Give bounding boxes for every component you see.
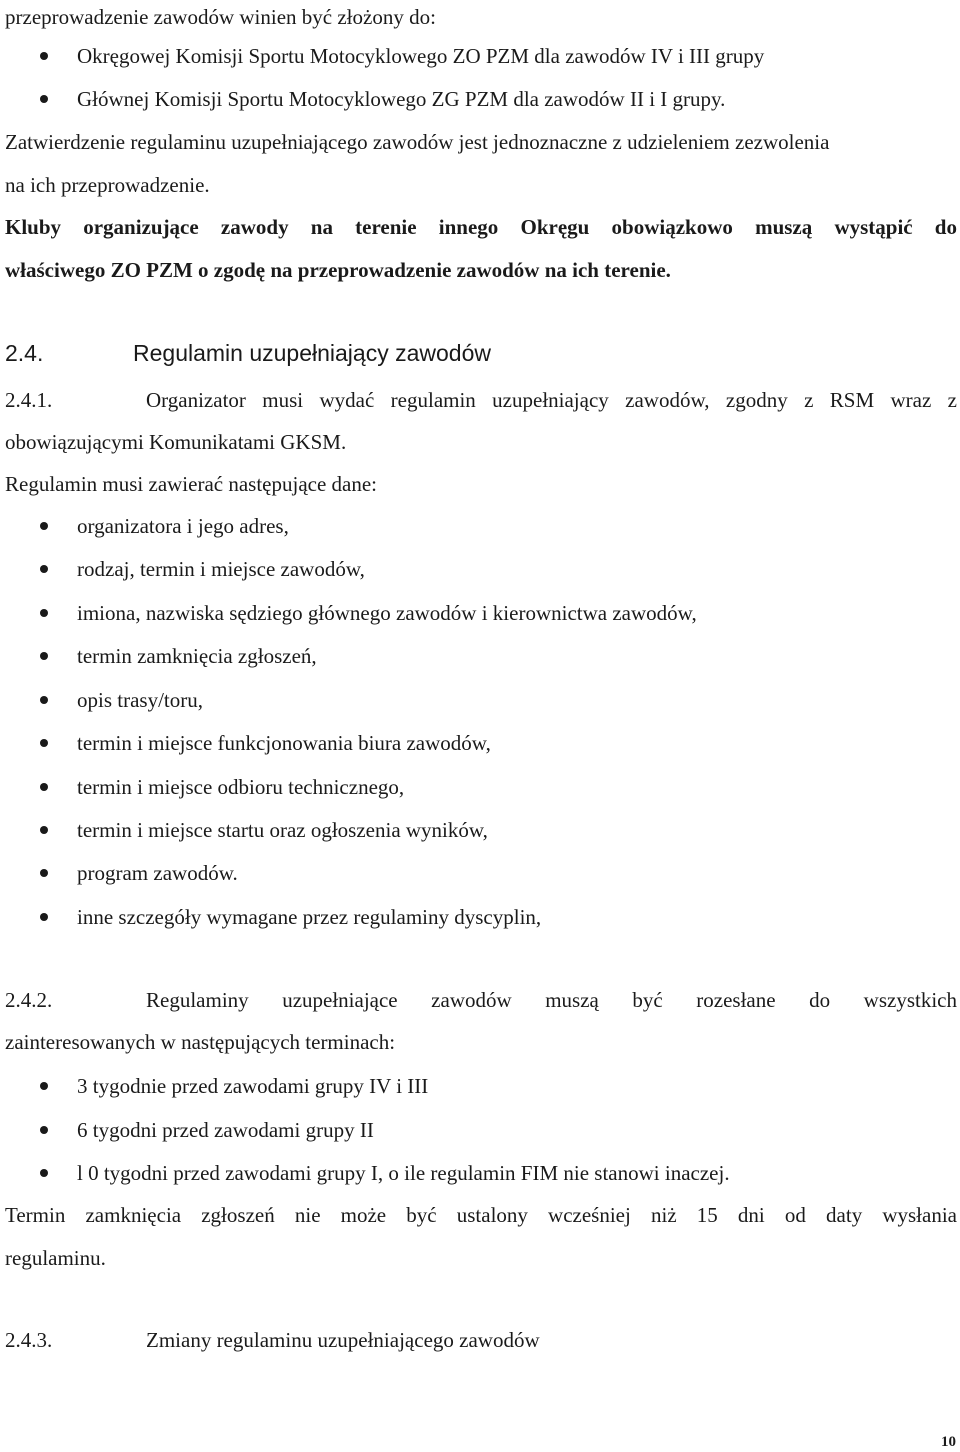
intro-text: przeprowadzenie zawodów winien być złożony do: (5, 5, 436, 29)
bullet-icon (40, 565, 48, 573)
bullet-icon (40, 739, 48, 747)
list-item: 3 tygodnie przed zawodami grupy IV i III (77, 1074, 429, 1098)
list-item: rodzaj, termin i miejsce zawodów, (77, 557, 365, 581)
subsection-text-line2: obowiązującymi Komunikatami GKSM. (5, 430, 347, 454)
list-item: l 0 tygodni przed zawodami grupy I, o ile regulamin FIM nie stanowi inaczej. (77, 1161, 730, 1185)
bullet-icon (40, 52, 48, 60)
list-item: Okręgowej Komisji Sportu Motocyklowego ZO PZM dla zawodów IV i III grupy (77, 44, 765, 68)
subsection-number: 2.4.2. (5, 988, 53, 1012)
list-item: termin i miejsce startu oraz ogłoszenia wyników, (77, 818, 488, 842)
list-item: termin i miejsce odbioru technicznego, (77, 775, 405, 799)
list-item: program zawodów. (77, 861, 238, 885)
list-item: termin zamknięcia zgłoszeń, (77, 644, 317, 668)
list-item: organizatora i jego adres, (77, 514, 289, 538)
bullet-icon (40, 826, 48, 834)
list-item: Głównej Komisji Sportu Motocyklowego ZG PZM dla zawodów II i I grupy. (77, 87, 726, 111)
subsection-number: 2.4.3. (5, 1328, 53, 1352)
subsection-title: Zmiany regulaminu uzupełniającego zawodów (146, 1328, 540, 1352)
list-item: 6 tygodni przed zawodami grupy II (77, 1118, 374, 1142)
clubs-text-line1: Kluby organizujące zawody na terenie innego Okręgu obowiązkowo muszą wystąpić do (5, 215, 957, 239)
list-item: inne szczegóły wymagane przez regulaminy dyscyplin, (77, 905, 542, 929)
bullet-icon (40, 696, 48, 704)
section-title: Regulamin uzupełniający zawodów (133, 340, 491, 366)
section-number: 2.4. (5, 340, 44, 366)
list-item: termin i miejsce funkcjonowania biura zawodów, (77, 731, 491, 755)
bullet-icon (40, 609, 48, 617)
list-item: opis trasy/toru, (77, 688, 203, 712)
subsection-text-line2: zainteresowanych w następujących terminach: (5, 1030, 396, 1054)
clubs-text-line2: właściwego ZO PZM o zgodę na przeprowadzenie zawodów na ich terenie. (5, 258, 671, 282)
bullet-icon (40, 869, 48, 877)
bullet-icon (40, 1126, 48, 1134)
data-intro-text: Regulamin musi zawierać następujące dane: (5, 472, 378, 496)
bullet-icon (40, 95, 48, 103)
subsection-text-line1: Regulaminy uzupełniające zawodów muszą być rozesłane do wszystkich (146, 988, 957, 1012)
bullet-icon (40, 913, 48, 921)
approval-text-line2: na ich przeprowadzenie. (5, 173, 210, 197)
approval-text-line1: Zatwierdzenie regulaminu uzupełniającego zawodów jest jednoznaczne z udzieleniem zezwolenia (5, 130, 830, 154)
list-item: imiona, nazwiska sędziego głównego zawodów i kierownictwa zawodów, (77, 601, 697, 625)
bullet-icon (40, 652, 48, 660)
page-number: 10 (941, 1434, 956, 1450)
subsection-number: 2.4.1. (5, 388, 53, 412)
closing-text-line2: regulaminu. (5, 1246, 106, 1270)
closing-text-line1: Termin zamknięcia zgłoszeń nie może być ustalony wcześniej niż 15 dni od daty wysłania (5, 1203, 957, 1227)
bullet-icon (40, 522, 48, 530)
bullet-icon (40, 1169, 48, 1177)
bullet-icon (40, 783, 48, 791)
subsection-text-line1: Organizator musi wydać regulamin uzupełniający zawodów, zgodny z RSM wraz z (146, 388, 957, 412)
bullet-icon (40, 1082, 48, 1090)
